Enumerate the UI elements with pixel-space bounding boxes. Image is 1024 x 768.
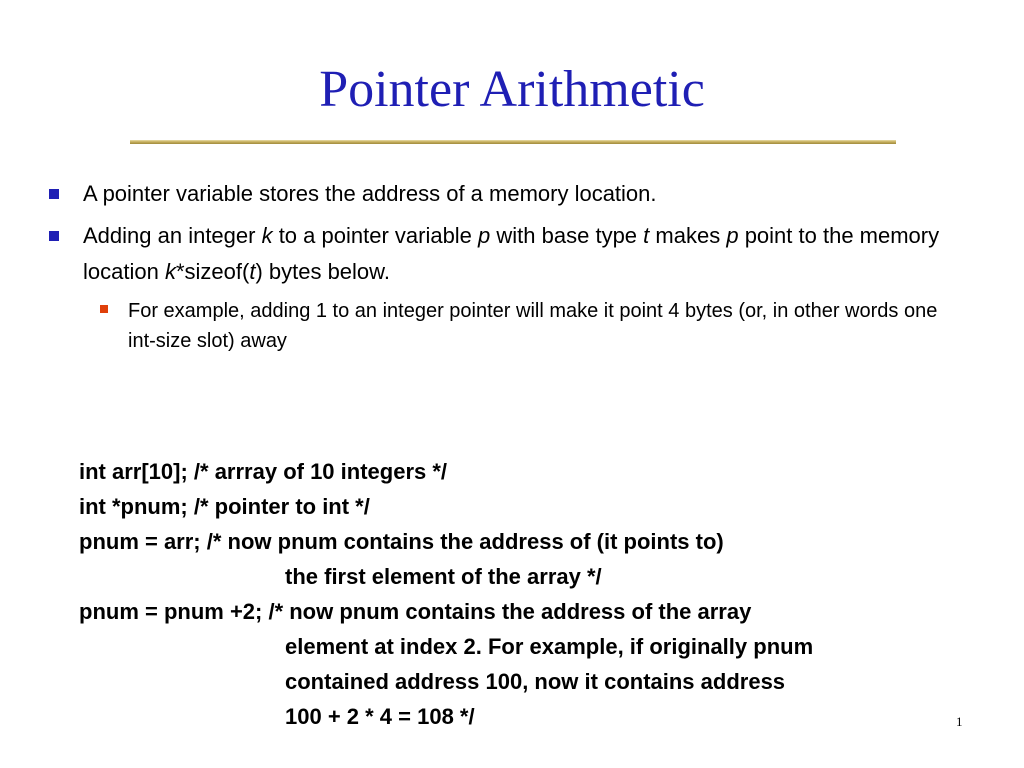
square-bullet-icon <box>49 231 59 241</box>
square-sub-bullet-icon <box>100 305 108 313</box>
bullet-text <box>83 218 969 290</box>
page-number: 1 <box>956 714 963 729</box>
bullet-text-segment: ) bytes below. <box>255 259 390 284</box>
bullet-italic-var: k <box>164 259 176 284</box>
code-line: pnum = arr; /* now pnum contains the address of (it points to) <box>79 529 724 554</box>
bullet-item <box>49 218 969 290</box>
slide-title: Pointer Arithmetic <box>319 61 705 118</box>
code-block <box>79 454 999 734</box>
bullet-text: A pointer variable stores the address of a memory location. <box>83 181 657 206</box>
bullet-text-segment: with base type <box>490 223 644 248</box>
bullet-italic-var: p <box>478 223 491 248</box>
title-divider <box>130 140 896 144</box>
bullet-text-segment: makes <box>649 223 727 248</box>
code-line: pnum = pnum +2; /* now pnum contains the address of the array <box>79 599 752 624</box>
code-line: int *pnum; /* pointer to int */ <box>79 494 370 519</box>
bullet-text-segment: point to the memory location <box>83 223 940 284</box>
bullet-italic-var: k <box>261 223 273 248</box>
code-line: contained address 100, now it contains address <box>285 669 786 694</box>
code-line: 100 + 2 * 4 = 108 */ <box>285 704 475 729</box>
bullet-italic-var: t <box>249 259 256 284</box>
code-line: int arr[10]; /* arrray of 10 integers */ <box>79 459 448 484</box>
bullet-text-segment: to a pointer variable <box>272 223 479 248</box>
bullet-text-segment: Adding an integer <box>83 223 262 248</box>
code-line: the first element of the array */ <box>285 564 602 589</box>
code-line: element at index 2. For example, if originally pnum <box>285 634 814 659</box>
square-bullet-icon <box>49 189 59 199</box>
bullet-item <box>49 176 969 212</box>
sub-bullet-item <box>100 296 970 356</box>
bullet-italic-var: p <box>726 223 739 248</box>
bullet-text-segment: *sizeof( <box>175 259 250 284</box>
sub-bullet-text: For example, adding 1 to an integer pointer will make it point 4 bytes (or, in other words one int-size slot) away <box>128 300 938 352</box>
bullet-italic-var: t <box>643 223 650 248</box>
